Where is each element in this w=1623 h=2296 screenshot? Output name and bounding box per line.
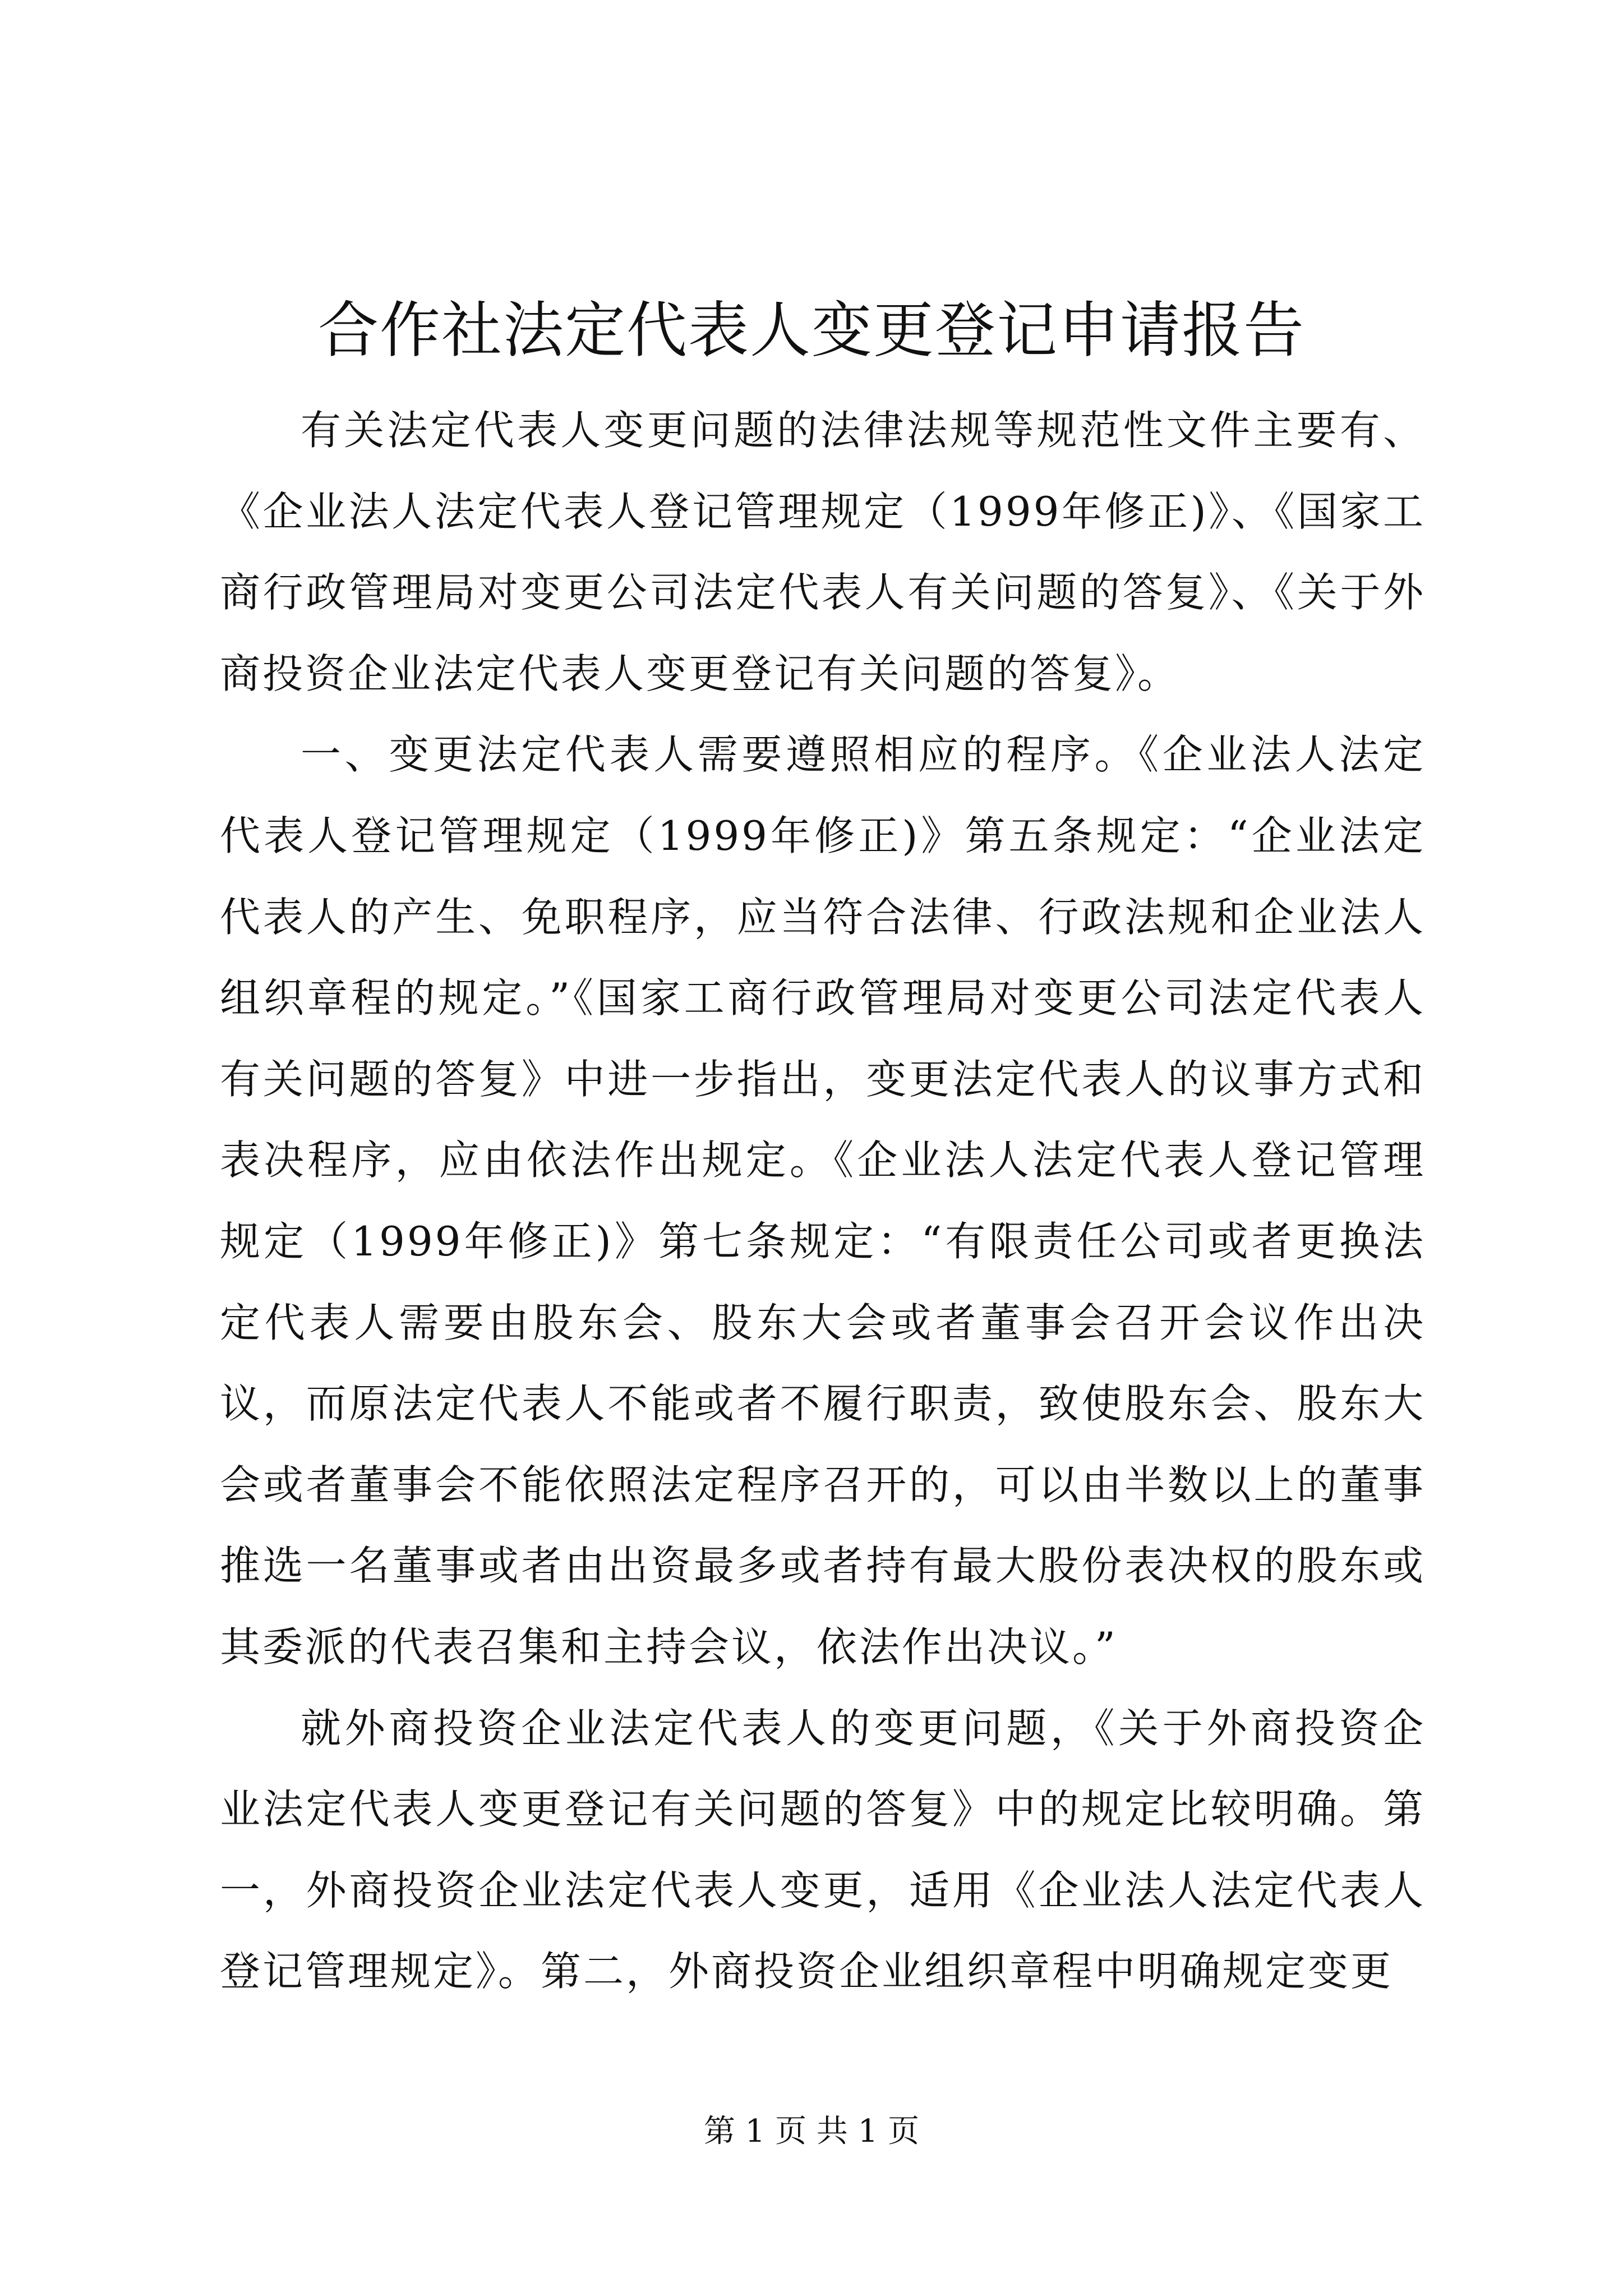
paragraph-1: 有关法定代表人变更问题的法律法规等规范性文件主要有、《企业法人法定代表人登记管理规定（1999年修正)》、《国家工商行政管理局对变更公司法定代表人有关问题的答复》、《关于外商投资企业法定代表人变更登记有关问题的答复》。 <box>220 407 1426 697</box>
page-footer: 第 1 页 共 1 页 <box>703 2113 920 2150</box>
paragraph-2: 一、变更法定代表人需要遵照相应的程序。《企业法人法定代表人登记管理规定（1999年修正)》第五条规定：“企业法定代表人的产生、免职程序，应当符合法律、行政法规和企业法人组织章程的规定。”《国家工商行政管理局对变更公司法定代表人有关问题的答复》中进一步指出，变更法定代表人的议事方式和表决程序，应由依法作出规定。《企业法人法定代表人登记管理规定（1999年修正)》第七条规定：“有限责任公司或者更换法定代表人需要由股东会、股东大会或者董事会召开会议作出决议，而原法定代表人不能或者不履行职责，致使股东会、股东大会或者董事会不能依照法定程序召开的，可以由半数以上的董事推选一名董事或者由出资最多或者持有最大股份表决权的股东或其委派的代表召集和主持会议，依法作出决议。” <box>220 731 1426 1671</box>
document-title: 合作社法定代表人变更登记申请报告 <box>317 296 1305 366</box>
paragraph-3: 就外商投资企业法定代表人的变更问题，《关于外商投资企业法定代表人变更登记有关问题的答复》中的规定比较明确。第一，外商投资企业法定代表人变更，适用《企业法人法定代表人登记管理规定》。第二，外商投资企业组织章程中明确规定变更 <box>220 1704 1426 1995</box>
document-body <box>220 390 1426 2012</box>
